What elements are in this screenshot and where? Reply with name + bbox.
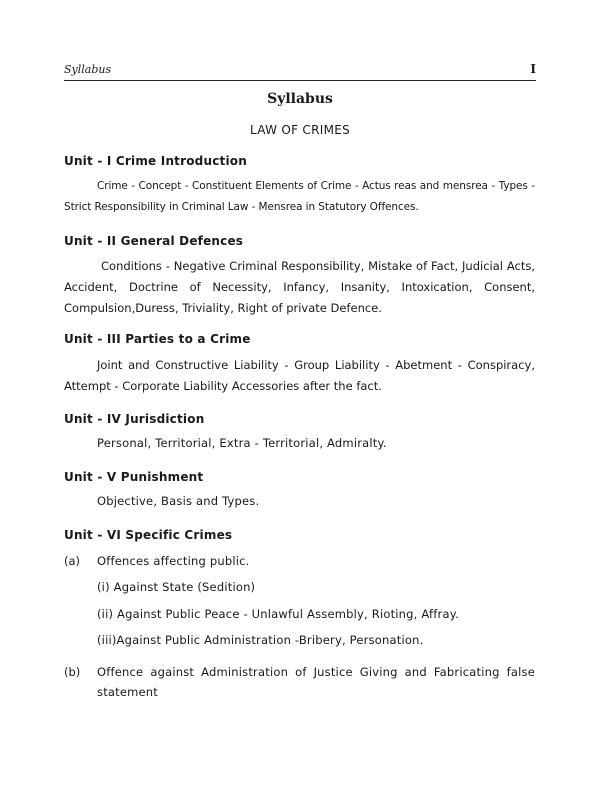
- unit-3-heading: Unit - III Parties to a Crime: [64, 332, 251, 346]
- course-title: LAW OF CRIMES: [249, 123, 351, 137]
- unit-2-text: Conditions - Negative Criminal Responsibility, Mistake of Fact, Judicial Acts, Accident, Doctrine of Necessity, Infancy, Insanity, Intoxication, Consent, Compulsion,Duress, Triviality, Right of private Defence.: [64, 259, 535, 315]
- running-header: [64, 62, 536, 81]
- item-a-marker: (a): [64, 554, 81, 568]
- page-number: I: [530, 62, 536, 76]
- unit-5-heading: Unit - V Punishment: [64, 470, 204, 484]
- unit-1-text: Crime - Concept - Constituent Elements of Crime - Actus reas and mensrea - Types - Strict Responsibility in Criminal Law - Mensrea in Statutory Offences.: [64, 180, 535, 213]
- unit-1-heading: Unit - I Crime Introduction: [64, 154, 247, 168]
- unit-3-text: Joint and Constructive Liability - Group Liability - Abetment - Conspiracy, Attempt - Corporate Liability Accessories after the fact.: [64, 358, 535, 393]
- unit-6-heading: Unit - VI Specific Crimes: [64, 528, 233, 542]
- subitem-iii: (iii)Against Public Administration -Bribery, Personation.: [97, 633, 424, 647]
- running-title: Syllabus: [64, 63, 112, 76]
- page-title: Syllabus: [267, 91, 333, 107]
- unit-2-heading: Unit - II General Defences: [64, 234, 244, 248]
- unit-4-heading: Unit - IV Jurisdiction: [64, 412, 205, 426]
- item-b-text: Offence against Administration of Justice Giving and Fabricating false statement: [97, 665, 535, 699]
- unit-4-text: Personal, Territorial, Extra - Territorial, Admiralty.: [97, 436, 387, 450]
- item-a-text: Offences affecting public.: [97, 554, 250, 568]
- item-b-marker: (b): [64, 665, 81, 679]
- unit-5-text: Objective, Basis and Types.: [97, 494, 260, 508]
- subitem-ii: (ii) Against Public Peace - Unlawful Assembly, Rioting, Affray.: [97, 607, 459, 621]
- subitem-i: (i) Against State (Sedition): [97, 580, 256, 594]
